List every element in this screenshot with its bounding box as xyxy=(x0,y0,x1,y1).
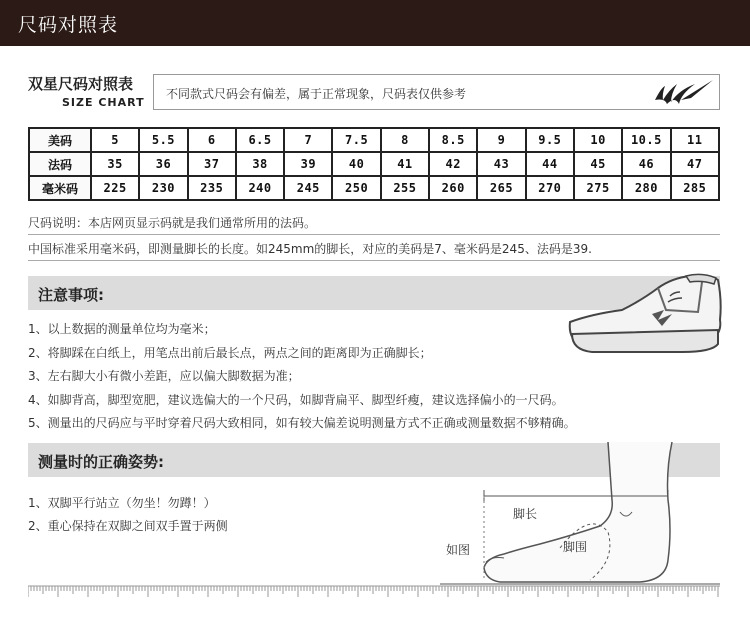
foot-girth-label: 脚围 xyxy=(563,540,588,554)
table-cell: 230 xyxy=(139,176,187,200)
ruler-icon xyxy=(28,585,720,599)
table-cell: 39 xyxy=(284,152,332,176)
table-cell: 280 xyxy=(622,176,670,200)
table-cell: 47 xyxy=(671,152,719,176)
table-cell: 36 xyxy=(139,152,187,176)
table-cell: 240 xyxy=(236,176,284,200)
table-cell: 250 xyxy=(332,176,380,200)
measure-list xyxy=(28,494,228,540)
table-cell: 42 xyxy=(429,152,477,176)
table-cell: 35 xyxy=(91,152,139,176)
notice-list xyxy=(28,320,576,438)
explanation-line-1: 尺码说明：本店网页显示码就是我们通常所用的法码。 xyxy=(28,216,317,230)
table-cell: 275 xyxy=(574,176,622,200)
note-box xyxy=(153,74,720,110)
table-cell: 5 xyxy=(91,128,139,152)
table-row xyxy=(29,176,719,200)
list-item: 5、测量出的尺码应与平时穿着尺码大致相同，如有较大偏差说明测量方式不正确或测量数据不够精确。 xyxy=(28,416,576,430)
table-cell: 270 xyxy=(526,176,574,200)
table-cell: 9.5 xyxy=(526,128,574,152)
list-item: 4、如脚背高，脚型宽肥，建议选偏大的一个尺码，如脚背扁平、脚型纤瘦，建议选择偏小的一尺码。 xyxy=(28,392,564,407)
as-shown-label: 如图 xyxy=(446,543,471,557)
list-item: 3、左右脚大小有微小差距，应以偏大脚数据为准； xyxy=(28,369,300,383)
table-row xyxy=(29,152,719,176)
table-row xyxy=(29,128,719,152)
table-cell: 7 xyxy=(284,128,332,152)
table-cell: 8 xyxy=(381,128,429,152)
table-cell: 11 xyxy=(671,128,719,152)
foot-length-label: 脚长 xyxy=(513,507,538,521)
page-title: 尺码对照表 xyxy=(18,14,119,36)
list-item: 1、以上数据的测量单位均为毫米； xyxy=(28,322,216,336)
table-cell: 45 xyxy=(574,152,622,176)
table-cell: 9 xyxy=(477,128,525,152)
table-cell: 10.5 xyxy=(622,128,670,152)
table-cell: 245 xyxy=(284,176,332,200)
size-table xyxy=(28,127,720,201)
divider xyxy=(28,234,720,235)
row-label: 法码 xyxy=(29,152,91,176)
table-cell: 37 xyxy=(188,152,236,176)
row-label: 毫米码 xyxy=(29,176,91,200)
table-cell: 43 xyxy=(477,152,525,176)
table-cell: 225 xyxy=(91,176,139,200)
table-cell: 10 xyxy=(574,128,622,152)
chart-title: 双星尺码对照表 xyxy=(28,75,134,93)
sneaker-illustration-icon xyxy=(562,270,727,358)
table-cell: 7.5 xyxy=(332,128,380,152)
double-star-logo-icon xyxy=(651,78,715,108)
divider xyxy=(28,260,720,261)
table-cell: 255 xyxy=(381,176,429,200)
table-cell: 260 xyxy=(429,176,477,200)
note-text: 不同款式尺码会有偏差，属于正常现象，尺码表仅供参考 xyxy=(166,87,467,101)
table-cell: 285 xyxy=(671,176,719,200)
foot-diagram-icon xyxy=(440,440,720,590)
chart-subtitle: SIZE CHART xyxy=(62,96,145,109)
table-cell: 5.5 xyxy=(139,128,187,152)
measure-title: 测量时的正确姿势: xyxy=(38,453,164,471)
notice-title: 注意事项: xyxy=(38,286,104,304)
table-cell: 265 xyxy=(477,176,525,200)
row-label: 美码 xyxy=(29,128,91,152)
table-cell: 6.5 xyxy=(236,128,284,152)
table-cell: 235 xyxy=(188,176,236,200)
list-item: 1、双脚平行站立（勿坐！勿蹲！） xyxy=(28,496,216,510)
table-cell: 40 xyxy=(332,152,380,176)
list-item: 2、重心保持在双脚之间双手置于两侧 xyxy=(28,519,228,533)
table-cell: 44 xyxy=(526,152,574,176)
table-cell: 8.5 xyxy=(429,128,477,152)
table-cell: 6 xyxy=(188,128,236,152)
list-item: 2、将脚踩在白纸上，用笔点出前后最长点，两点之间的距离即为正确脚长； xyxy=(28,345,432,360)
table-cell: 46 xyxy=(622,152,670,176)
table-cell: 41 xyxy=(381,152,429,176)
page-header xyxy=(0,0,750,46)
explanation-line-2: 中国标准采用毫米码，即测量脚长的长度。如245mm的脚长，对应的美码是7、毫米码是245、法码是39. xyxy=(28,242,592,256)
table-cell: 38 xyxy=(236,152,284,176)
